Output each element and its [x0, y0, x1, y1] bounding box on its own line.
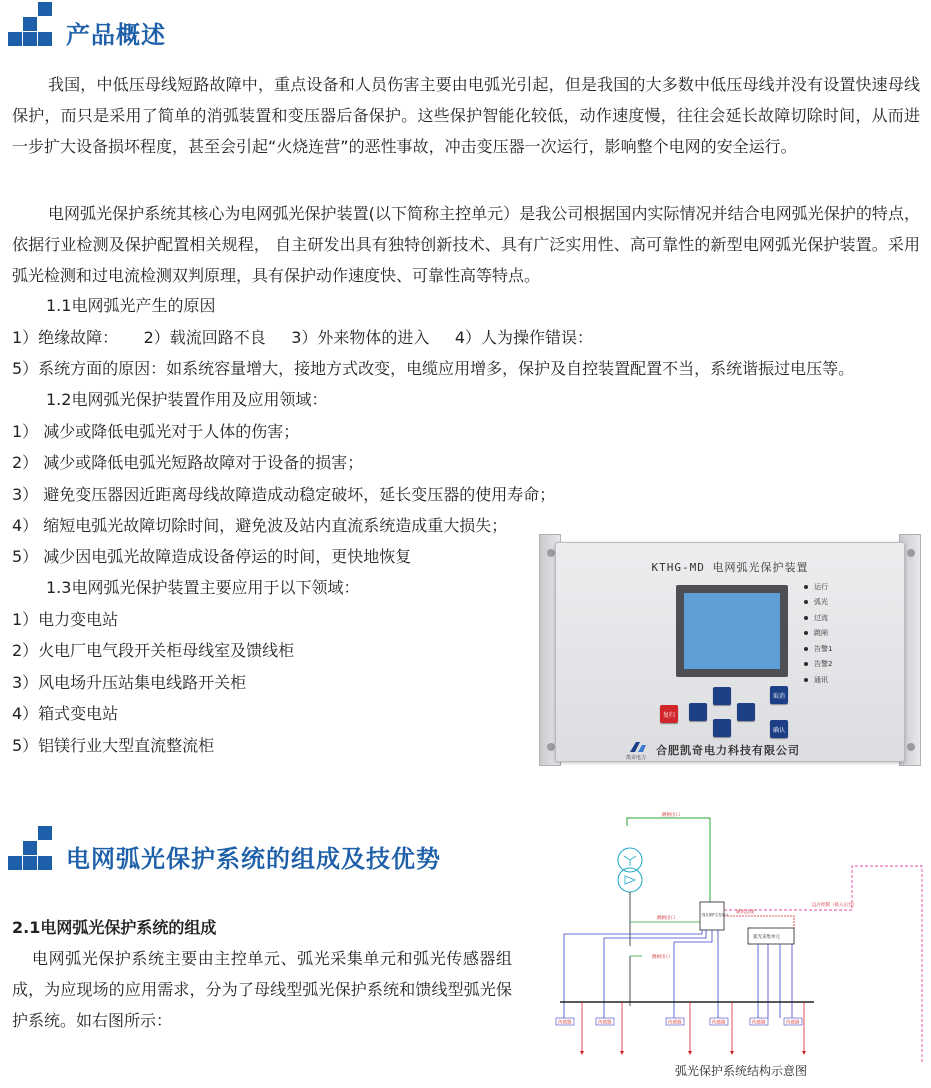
cancel-key: 取消: [770, 686, 788, 704]
device-photo: [539, 534, 921, 766]
field-item: 2）火电厂电气段开关柜母线室及馈线柜: [12, 641, 295, 660]
device-title: KTHG-MD 电网弧光保护装置: [651, 561, 809, 574]
trip-label-low: 跳闸出口: [652, 955, 670, 960]
led-indicator: 告警1: [804, 641, 832, 657]
subheading-1-2: 1.2电网弧光保护装置作用及应用领域：: [46, 390, 328, 409]
down-key: [713, 719, 731, 737]
sensor-label: 传感器: [558, 1020, 572, 1026]
sensor-label: 传感器: [712, 1020, 726, 1026]
company-logo-icon: [628, 740, 650, 754]
field-item: 1）电力变电站: [12, 610, 119, 629]
section-title: 电网弧光保护系统的组成及技优势: [66, 844, 441, 873]
effect-item: 1） 减少或降低电弧光对于人体的伤害；: [12, 422, 300, 441]
confirm-key: 确认: [770, 720, 788, 738]
led-indicator: 弧光: [804, 595, 832, 611]
left-key: [689, 703, 707, 721]
effect-item: 4） 缩短电弧光故障切除时间，避免波及站内直流系统造成重大损失；: [12, 516, 508, 535]
led-indicator: 跳闸: [804, 626, 832, 642]
field-item: 3）风电场升压站集电线路开关柜: [12, 673, 247, 692]
subheading-2-1: 2.1电网弧光保护系统的组成: [12, 918, 217, 937]
causes-line-2: 5）系统方面的原因：如系统容量增大，接地方式改变，电缆应用增多，保护及自控装置配置不当，系统谐振过电压等。: [12, 359, 855, 378]
right-key: [737, 703, 755, 721]
collect-unit-label: 弧光采集单元: [753, 935, 780, 940]
trip-label-top: 跳闸出口: [662, 813, 680, 818]
bus-link-label: 通讯总线: [736, 910, 754, 915]
sensor-label: 传感器: [668, 1020, 682, 1026]
section-header-overview: [8, 12, 166, 52]
causes-line-1: 1）绝缘故障： 2）载流回路不良 3）外来物体的进入 4）人为操作错误：: [12, 328, 594, 347]
sensor-label: 传感器: [752, 1020, 766, 1026]
effect-item: 2） 减少或降低电弧光短路故障对于设备的损害；: [12, 453, 364, 472]
field-item: 4）箱式变电站: [12, 704, 119, 723]
main-unit-label: 弧光保护主控单元: [702, 913, 729, 917]
squares-logo-icon: [8, 12, 52, 52]
led-indicator: 过流: [804, 610, 832, 626]
device-brand: 合肥凯奇电力科技有限公司: [656, 744, 800, 757]
section-header-composition: [8, 836, 441, 876]
reset-key: 复归: [660, 705, 678, 723]
composition-paragraph: 电网弧光保护系统主要由主控单元、弧光采集单元和弧光传感器组成，为应现场的应用需求，分为了母线型弧光保护系统和馈线型弧光保护系统。如右图所示：: [12, 949, 512, 1030]
sensor-label: 传感器: [786, 1020, 800, 1026]
up-key: [713, 687, 731, 705]
overview-paragraph-2: 电网弧光保护系统其核心为电网弧光保护装置(以下简称主控单元）是我公司根据国内实际情况并结合电网弧光保护的特点，依据行业检测及保护配置相关规程， 自主研发出具有独特创新技术、具有广泛实用性、高可靠性的新型电网弧光保护装置。采用弧光检测和过电流检测双判原理，具有保护动作速度快、可靠性高等特点。: [12, 204, 920, 285]
led-indicators: [804, 579, 832, 688]
device-front-panel: [555, 542, 905, 762]
trip-label-mid: 跳闸出口: [657, 916, 675, 921]
led-indicator: 运行: [804, 579, 832, 595]
logo-text: 凯奇电力: [626, 755, 647, 761]
effect-item: 3） 避免变压器因近距离母线故障造成动稳定破坏，延长变压器的使用寿命；: [12, 485, 556, 504]
field-item: 5）铝镁行业大型直流整流柜: [12, 736, 215, 755]
lcd-screen: [676, 585, 788, 677]
trip-line-top: [627, 818, 710, 914]
subheading-1-3: 1.3电网弧光保护装置主要应用于以下领域：: [46, 578, 360, 597]
effect-item: 5） 减少因电弧光故障造成设备停运的时间，更快地恢复: [12, 547, 412, 566]
system-structure-diagram: [552, 806, 930, 1062]
led-indicator: 通讯: [804, 672, 832, 688]
diagram-caption: 弧光保护系统结构示意图: [674, 1064, 807, 1078]
squares-logo-icon: [8, 836, 52, 876]
sensor-label: 传感器: [598, 1020, 612, 1026]
overview-paragraph-1: 我国，中低压母线短路故障中，重点设备和人员伤害主要由电弧光引起，但是我国的大多数中低压母线并没有设置快速母线保护，而只是采用了简单的消弧装置和变压器后备保护。这些保护智能化较低，动作速度慢，往往会延长故障切除时间，从而进一步扩大设备损坏程度，甚至会引起“火烧连营”的恶性事故，冲击变压器一次运行，影响整个电网的安全运行。: [12, 75, 920, 156]
remote-label: 远方控制（接入后台）: [812, 903, 857, 908]
section-title: 产品概述: [66, 20, 166, 49]
led-indicator: 告警2: [804, 657, 832, 673]
subheading-1-1: 1.1电网弧光产生的原因: [46, 296, 216, 315]
